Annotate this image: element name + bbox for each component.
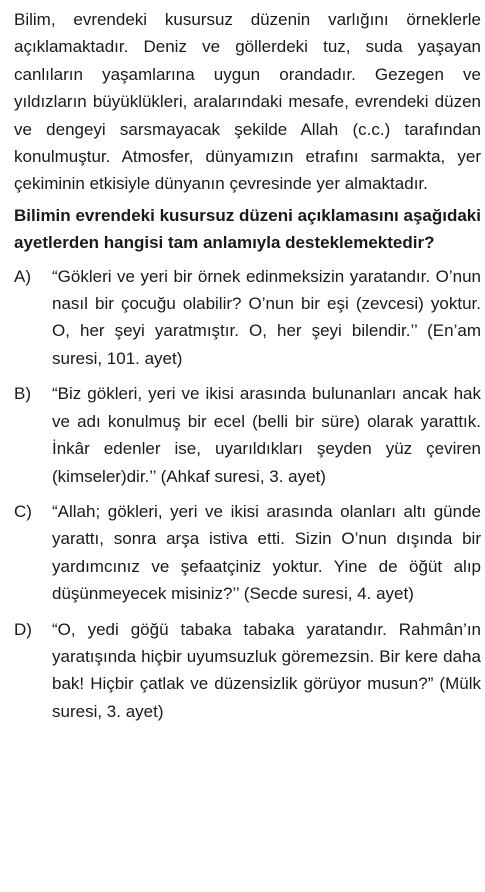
question-stem: Bilimin evrendeki kusursuz düzeni açıklamasını aşağıdaki ayetlerden hangisi tam anlamıyla desteklemektedir? (14, 205, 481, 253)
option-letter: D) (14, 619, 32, 639)
option-letter: A) (14, 266, 31, 286)
option-text: “Gökleri ve yeri bir örnek edinmeksizin yaratandır. O’nun nasıl bir çocuğu olabilir? O’nun bir eşi (zevcesi) yoktur. O, her şeyi yaratmıştır. O, her şeyi bilendir.’’ (En’am suresi, 101. ayet) (52, 266, 481, 368)
option-b[interactable] (14, 380, 481, 490)
passage-text: Bilim, evrendeki kusursuz düzenin varlığını örneklerle açıklamaktadır. Deniz ve göllerdeki tuz, suda yaşayan canlıların yaşamlarına uygun orandadır. Gezegen ve yıldızların büyüklükleri, aralarındaki mesafe, evrendeki düzen ve dengeyi sarsmayacak şekilde Allah (c.c.) tarafından konulmuştur. Atmosfer, dünyamızın etrafını sarmakta, yer çekiminin etkisiyle dünyanın çevresinde yer almaktadır. (14, 10, 481, 194)
answer-options (14, 263, 481, 726)
option-letter: C) (14, 501, 32, 521)
option-letter: B) (14, 384, 31, 404)
option-d[interactable] (14, 616, 481, 726)
option-text: “Biz gökleri, yeri ve ikisi arasında bulunanları ancak hak ve adı konulmuş bir ecel (belli bir süre) olarak yarattık. İnkâr edenler ise, uyarıldıkları şeyden yüz çeviren (kimseler)dir.’’ (Ahkaf suresi, 3. ayet) (52, 384, 481, 486)
option-a[interactable] (14, 263, 481, 373)
option-text: “O, yedi göğü tabaka tabaka yaratandır. Rahmân’ın yaratışında hiçbir uyumsuzluk göremezsin. Bir kere daha bak! Hiçbir çatlak ve düzensizlik görüyor musun?” (Mülk suresi, 3. ayet) (52, 619, 481, 721)
option-c[interactable] (14, 498, 481, 608)
option-text: “Allah; gökleri, yeri ve ikisi arasında olanları altı günde yarattı, sonra arşa istiva etti. Sizin O’nun dışında bir yardımcınız ve şefaatçiniz yoktur. Yine de öğüt alıp düşünmeyecek misiniz?’’ (Secde suresi, 4. ayet) (52, 501, 481, 604)
